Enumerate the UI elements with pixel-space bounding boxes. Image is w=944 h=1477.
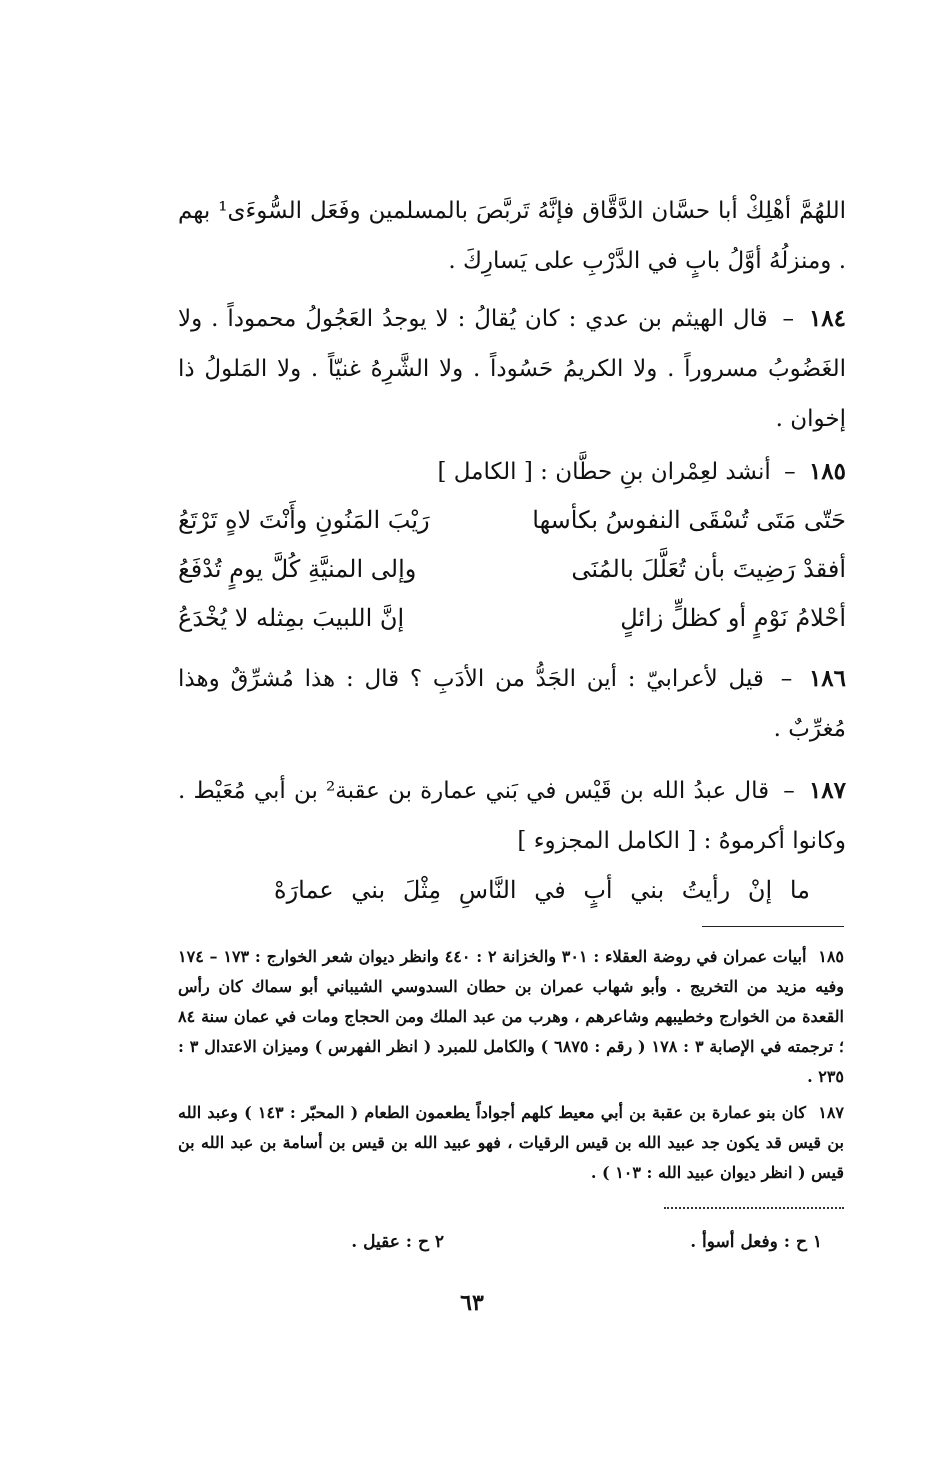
verse-187: ما إنْ رأيتُ بني أبٍ في النَّاسِ مِثْلَ بني عمارَهْ <box>274 876 810 904</box>
verse-hemistich-first: أحْلامُ نَوْمٍ أو كظلٍّ زائلٍ <box>620 604 846 632</box>
verse-hemistich-first: حَتّى مَتَى تُسْقَى النفوسُ بكأسها <box>532 506 846 534</box>
entry-number-186: ١٨٦ <box>808 665 847 692</box>
entry-text-187: قال عبدُ الله بن قَيْس في بَني عمارة بن عقبة² بن أبي مُعَيْط . وكانوا أكرموهُ : [ الكامل المجزوء ] <box>178 778 846 854</box>
paragraph-187 <box>178 766 846 866</box>
entry-number-187: ١٨٧ <box>808 777 847 804</box>
entry-number-185: ١٨٥ <box>808 458 846 485</box>
entry-dash: – <box>780 666 793 692</box>
verse-hemistich-second: رَيْبَ المَنُونِ وأَنْتَ لاهٍ تَرْتَعُ <box>178 506 430 534</box>
entry-dash: – <box>784 459 796 485</box>
entry-text-186: قيل لأعرابيّ : أين الجَدُّ من الأدَبِ ؟ قال : هذا مُشرِّقٌ وهذا مُغرِّبٌ . <box>178 666 846 742</box>
verse-line-3 <box>178 598 846 638</box>
paragraph-184 <box>178 294 846 444</box>
entry-number-184: ١٨٤ <box>808 305 846 332</box>
variant-divider <box>664 1207 844 1209</box>
verse-line-2 <box>178 549 846 589</box>
footnote-185 <box>178 942 844 1092</box>
footnote-text: أبيات عمران في روضة العقلاء : ٣٠١ والخزانة ٢ : ٤٤٠ وانظر ديوان شعر الخوارج : ١٧٣ – ١٧٤ وفيه مزيد من التخريج . وأبو شهاب عمران بن حطان السدوسي الشيباني أبو سماك كان رأس القعدة من الخوارج وخطيبهم وشاعرهم ، وهرب من عبد الملك ومن الحجاج ومات في عمان سنة ٨٤ ؛ ترجمته في الإصابة ٣ : ١٧٨ ( رقم : ٦٨٧٥ ) والكامل للمبرد ( انظر الفهرس ) وميزان الاعتدال ٣ : ٢٣٥ . <box>178 947 845 1086</box>
page-number: ٦٣ <box>460 1290 484 1316</box>
footnote-number: ١٨٧ <box>818 1103 844 1122</box>
entry-dash: – <box>783 778 795 804</box>
entry-text-185: أنشد لعِمْران بنِ حطَّان : [ الكامل ] <box>437 459 771 485</box>
paragraph-intro-text: اللهُمَّ أهْلِكْ أبا حسَّان الدَّقَّاق فإنَّهُ تَربَّصَ بالمسلمين وفَعَل السُّوءَى¹ بهم . ومنزلُهُ أوَّلُ بابٍ في الدَّرْبِ على يَسارِكَ . <box>178 198 846 274</box>
footnote-number: ١٨٥ <box>818 947 845 966</box>
verse-line-1 <box>178 500 846 540</box>
footnote-text: كان بنو عمارة بن عقبة بن أبي معيط كلهم أجواداً يطعمون الطعام ( المحبّر : ١٤٣ ) وعبد الله بن قيس قد يكون جد عبيد الله بن قيس الرقيات ، فهو عبيد الله بن قيس بن أسامة بن عبد الله بن قيس ( انظر ديوان عبيد الله : ١٠٣ ) . <box>178 1103 844 1182</box>
footnote-187 <box>178 1098 844 1188</box>
paragraph-intro <box>178 186 846 286</box>
verse-hemistich-second: إنَّ اللبيبَ بمِثله لا يُخْدَعُ <box>178 604 405 632</box>
entry-dash: – <box>782 306 795 332</box>
paragraph-186 <box>178 654 846 754</box>
verse-hemistich-first: أفقدْ رَضِيتَ بأن تُعَلَّلَ بالمُنَى <box>571 555 846 583</box>
paragraph-185 <box>178 447 846 497</box>
footnote-divider <box>702 926 844 927</box>
verse-hemistich-second: وإلى المنيَّةِ كُلَّ يومٍ تُدْفَعُ <box>178 555 417 583</box>
variant-note-2: ٢ ح : عقيل . <box>351 1232 444 1252</box>
entry-text-184: قال الهيثم بن عدي : كان يُقالُ : لا يوجدُ العَجُولُ محموداً . ولا الغَضُوبُ مسروراً . ولا الكريمُ حَسُوداً . ولا الشَّرِهُ غنيّاً . ولا المَلولُ ذا إخوان . <box>178 306 846 432</box>
variant-note-1: ١ ح : وفعل أسوأ . <box>690 1232 822 1252</box>
